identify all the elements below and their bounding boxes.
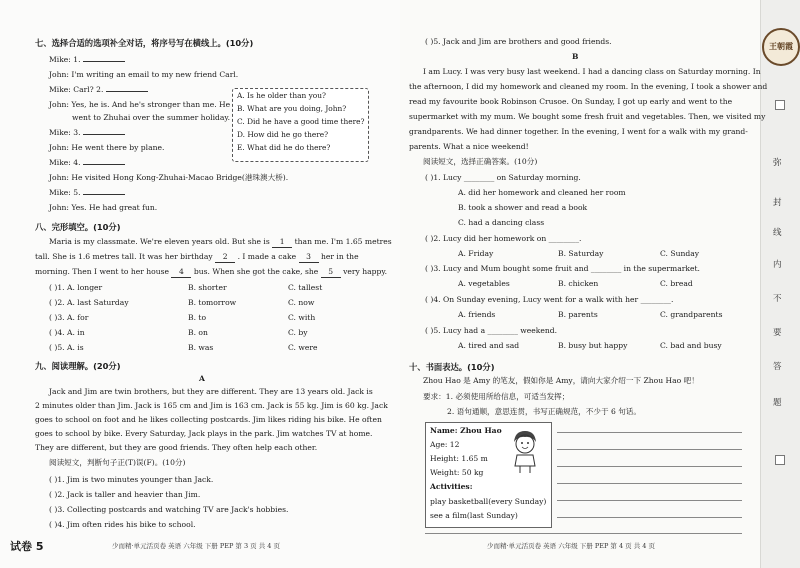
passage-b-label: B bbox=[572, 52, 579, 61]
instruction: 阅读短文，选择正确答案。(10分) bbox=[423, 157, 538, 166]
writing-line[interactable] bbox=[557, 466, 742, 467]
mc-option: A. did her homework and cleaned her room bbox=[458, 188, 626, 197]
binding-char: 封 bbox=[773, 198, 782, 208]
cloze-line: morning. Then I went to her house 4 bus. When she got the cake, she 5 very happy. bbox=[35, 267, 388, 276]
profile-activity: see a film(last Sunday) bbox=[430, 511, 518, 520]
passage-line: supermarket with my mum. We bought some fresh fruit and vegetables. Then, we visited my bbox=[409, 112, 766, 121]
dialogue-line: Mike: 4. bbox=[49, 158, 125, 168]
mc-option: C. had a dancing class bbox=[458, 218, 545, 227]
binding-char: 答 bbox=[773, 362, 782, 372]
writing-line[interactable] bbox=[557, 432, 742, 433]
dialogue-line: John: I'm writing an email to my new friend Carl. bbox=[49, 70, 239, 79]
cloze-option-c: C. tallest bbox=[288, 283, 323, 292]
dialogue-line: Mike: 5. bbox=[49, 188, 125, 198]
profile-age: Age: 12 bbox=[430, 440, 460, 449]
cloze-option-c: C. were bbox=[288, 343, 318, 352]
mc-question: ( )3. Lucy and Mum bought some fruit and ________ in the supermarket. bbox=[425, 264, 700, 273]
profile-activities-label: Activities: bbox=[430, 482, 473, 491]
dialogue-line: went to Zhuhai over the summer holiday. bbox=[72, 113, 231, 122]
boy-illustration-icon bbox=[506, 428, 544, 474]
writing-line[interactable] bbox=[557, 517, 742, 518]
passage-line: They are different, but they are good friends. They often help each other. bbox=[35, 443, 318, 452]
tf-question: ( )1. Jim is two minutes younger than Jack. bbox=[49, 475, 214, 484]
cloze-option-b: B. shorter bbox=[188, 283, 227, 292]
dialogue-line: Mike: 3. bbox=[49, 128, 125, 138]
dialogue-line: Mike: Carl? 2. bbox=[49, 85, 148, 95]
mc-question: ( )2. Lucy did her homework on ________. bbox=[425, 234, 582, 243]
cloze-option-c: C. now bbox=[288, 298, 315, 307]
option-c: C. Did he have a good time there? bbox=[237, 117, 365, 126]
cloze-question: ( )5. A. is bbox=[49, 343, 84, 352]
cloze-option-b: B. to bbox=[188, 313, 207, 322]
binding-char: 内 bbox=[773, 260, 782, 270]
cloze-option-b: B. was bbox=[188, 343, 214, 352]
mc-option: A. vegetables bbox=[458, 279, 510, 288]
dialogue-line: John: He went there by plane. bbox=[49, 143, 165, 152]
brand-seal: 王朝霞 bbox=[762, 28, 800, 66]
profile-height: Height: 1.65 m bbox=[430, 454, 488, 463]
section-9-heading: 九、阅读理解。(20分) bbox=[35, 361, 121, 371]
option-d: D. How did he go there? bbox=[237, 130, 329, 139]
cloze-option-b: B. on bbox=[188, 328, 208, 337]
passage-line: the afternoon, I did my homework and cleaned my room. In the evening, I took a shower and bbox=[409, 82, 768, 91]
passage-line: goes to school by bike. Every Saturday, Jack plays in the park. Jim watches TV at home. bbox=[35, 429, 373, 438]
binding-hole-icon bbox=[775, 455, 785, 465]
section-7-heading: 七、选择合适的选项补全对话，将序号写在横线上。(10分) bbox=[35, 38, 254, 48]
footer-text: 少而精·单元活页卷 英语 六年级 下册 PEP 第 3 页 共 4 页 bbox=[112, 542, 280, 550]
section-8-heading: 八、完形填空。(10分) bbox=[35, 222, 121, 232]
section-10-heading: 十、书面表达。(10分) bbox=[409, 362, 495, 372]
writing-line[interactable] bbox=[557, 500, 742, 501]
instruction: 阅读短文，判断句子正(T)误(F)。(10分) bbox=[49, 458, 186, 467]
mc-question: ( )1. Lucy ________ on Saturday morning. bbox=[425, 173, 581, 182]
binding-hole-icon bbox=[775, 100, 785, 110]
binding-char: 弥 bbox=[773, 158, 782, 168]
binding-char: 不 bbox=[773, 294, 782, 304]
passage-line: goes to school on foot and he likes collecting postcards. Jim likes riding his bike. He often bbox=[35, 415, 382, 424]
paper-label: 试卷 5 bbox=[10, 540, 44, 553]
mc-option: B. busy but happy bbox=[558, 341, 628, 350]
option-a: A. Is he older than you? bbox=[237, 91, 326, 100]
mc-question: ( )4. On Sunday evening, Lucy went for a walk with her ________. bbox=[425, 295, 674, 304]
option-b: B. What are you doing, John? bbox=[237, 104, 347, 113]
passage-line: Jack and Jim are twin brothers, but they are different. They are 13 years old. Jack is bbox=[49, 387, 373, 396]
writing-line[interactable] bbox=[425, 533, 742, 534]
tf-question: ( )3. Collecting postcards and watching TV are Jack's hobbies. bbox=[49, 505, 289, 514]
writing-requirement: 2. 语句通顺，意思连贯，书写正确规范，不少于 6 句话。 bbox=[447, 407, 641, 416]
passage-line: parents. What a nice weekend! bbox=[409, 142, 529, 151]
passage-line: I am Lucy. I was very busy last weekend. I had a dancing class on Saturday morning. In bbox=[423, 67, 761, 76]
writing-line[interactable] bbox=[557, 483, 742, 484]
cloze-line: Maria is my classmate. We're eleven years old. But she is 1 than me. I'm 1.65 metres bbox=[49, 237, 392, 246]
mc-option: C. bread bbox=[660, 279, 693, 288]
binding-char: 要 bbox=[773, 328, 782, 338]
cloze-question: ( )2. A. last Saturday bbox=[49, 298, 129, 307]
cloze-option-c: C. by bbox=[288, 328, 308, 337]
passage-line: grandparents. We had dinner together. In the evening, I went for a walk with my grand- bbox=[409, 127, 748, 136]
dialogue-line: John: Yes. He had great fun. bbox=[49, 203, 158, 212]
mc-option: B. parents bbox=[558, 310, 598, 319]
binding-char: 线 bbox=[773, 228, 782, 238]
option-e: E. What did he do there? bbox=[237, 143, 331, 152]
mc-option: C. grandparents bbox=[660, 310, 723, 319]
mc-option: A. Friday bbox=[458, 249, 494, 258]
cloze-option-c: C. with bbox=[288, 313, 316, 322]
profile-activity: play basketball(every Sunday) bbox=[430, 497, 547, 506]
passage-a-label: A bbox=[199, 374, 205, 383]
mc-option: A. friends bbox=[458, 310, 496, 319]
mc-option: B. chicken bbox=[558, 279, 599, 288]
mc-option: C. bad and busy bbox=[660, 341, 722, 350]
tf-question: ( )5. Jack and Jim are brothers and good friends. bbox=[425, 37, 612, 46]
cloze-question: ( )1. A. longer bbox=[49, 283, 103, 292]
tf-question: ( )4. Jim often rides his bike to school. bbox=[49, 520, 196, 529]
cloze-option-b: B. tomorrow bbox=[188, 298, 237, 307]
mc-option: C. Sunday bbox=[660, 249, 700, 258]
writing-intro: Zhou Hao 是 Amy 的笔友，假如你是 Amy，请向大家介绍一下 Zhou Hao 吧！ bbox=[423, 376, 699, 385]
binding-char: 题 bbox=[773, 398, 782, 408]
profile-weight: Weight: 50 kg bbox=[430, 468, 484, 477]
passage-line: read my favourite book Robinson Crusoe. On Sunday, I got up early and went to the bbox=[409, 97, 733, 106]
cloze-question: ( )4. A. in bbox=[49, 328, 85, 337]
mc-option: B. took a shower and read a book bbox=[458, 203, 588, 212]
writing-requirement: 要求：1. 必须使用所给信息，可适当发挥； bbox=[423, 392, 570, 401]
dialogue-line: John: He visited Hong Kong-Zhuhai-Macao Bridge(港珠澳大桥). bbox=[49, 173, 289, 182]
mc-question: ( )5. Lucy had a ________ weekend. bbox=[425, 326, 558, 335]
cloze-question: ( )3. A. for bbox=[49, 313, 89, 322]
profile-name: Name: Zhou Hao bbox=[430, 426, 502, 435]
tf-question: ( )2. Jack is taller and heavier than Jim. bbox=[49, 490, 201, 499]
mc-option: A. tired and sad bbox=[458, 341, 520, 350]
cloze-line: tall. She is 1.6 metres tall. It was her birthday 2 . I made a cake 3 her in the bbox=[35, 252, 359, 261]
passage-line: 2 minutes older than Jim. Jack is 165 cm and Jim is 163 cm. Jack is 55 kg. Jim is 60 kg. Jack bbox=[35, 401, 388, 410]
writing-line[interactable] bbox=[557, 449, 742, 450]
dialogue-line: John: Yes, he is. And he's stronger than me. He bbox=[49, 100, 231, 109]
footer-text: 少而精·单元活页卷 英语 六年级 下册 PEP 第 4 页 共 4 页 bbox=[487, 542, 655, 550]
mc-option: B. Saturday bbox=[558, 249, 604, 258]
dialogue-line: Mike: 1. bbox=[49, 55, 125, 65]
options-box bbox=[232, 88, 369, 162]
